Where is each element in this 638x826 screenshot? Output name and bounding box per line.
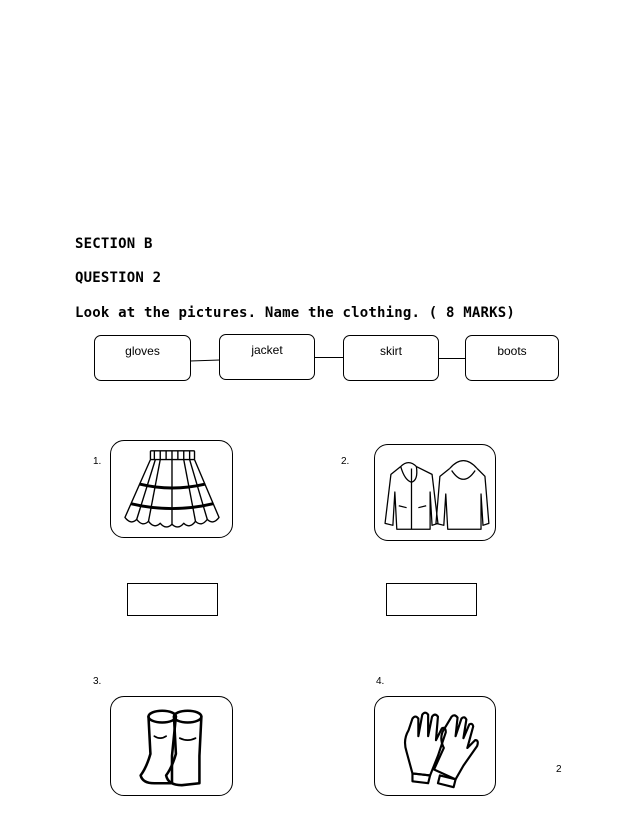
word-bank-label: jacket bbox=[251, 343, 283, 357]
item-number: 4. bbox=[376, 676, 385, 687]
gloves-icon bbox=[375, 697, 495, 795]
skirt-icon bbox=[111, 441, 232, 537]
picture-frame bbox=[374, 444, 496, 541]
item-number: 3. bbox=[93, 676, 102, 687]
answer-box-1[interactable] bbox=[127, 583, 218, 616]
word-bank-label: gloves bbox=[125, 344, 160, 358]
word-bank-item-gloves bbox=[94, 335, 191, 381]
picture-frame bbox=[110, 696, 233, 796]
question-title: QUESTION 2 bbox=[75, 270, 162, 286]
picture-frame bbox=[110, 440, 233, 538]
word-bank-connector bbox=[190, 359, 220, 361]
answer-box-2[interactable] bbox=[386, 583, 477, 616]
word-bank-label: skirt bbox=[380, 344, 402, 358]
word-bank-label: boots bbox=[497, 344, 527, 358]
page-number: 2 bbox=[556, 764, 562, 775]
word-bank-item-skirt bbox=[343, 335, 439, 381]
word-bank-connector bbox=[438, 358, 466, 359]
jacket-icon bbox=[375, 445, 495, 540]
section-title: SECTION B bbox=[75, 236, 153, 252]
word-bank-item-jacket bbox=[219, 334, 315, 380]
word-bank-connector bbox=[314, 357, 344, 358]
item-number: 1. bbox=[93, 456, 102, 467]
instruction-text: Look at the pictures. Name the clothing. ( 8 MARKS) bbox=[75, 305, 516, 321]
word-bank-item-boots bbox=[465, 335, 559, 381]
boots-icon bbox=[111, 697, 232, 795]
picture-frame bbox=[374, 696, 496, 796]
item-number: 2. bbox=[341, 456, 350, 467]
